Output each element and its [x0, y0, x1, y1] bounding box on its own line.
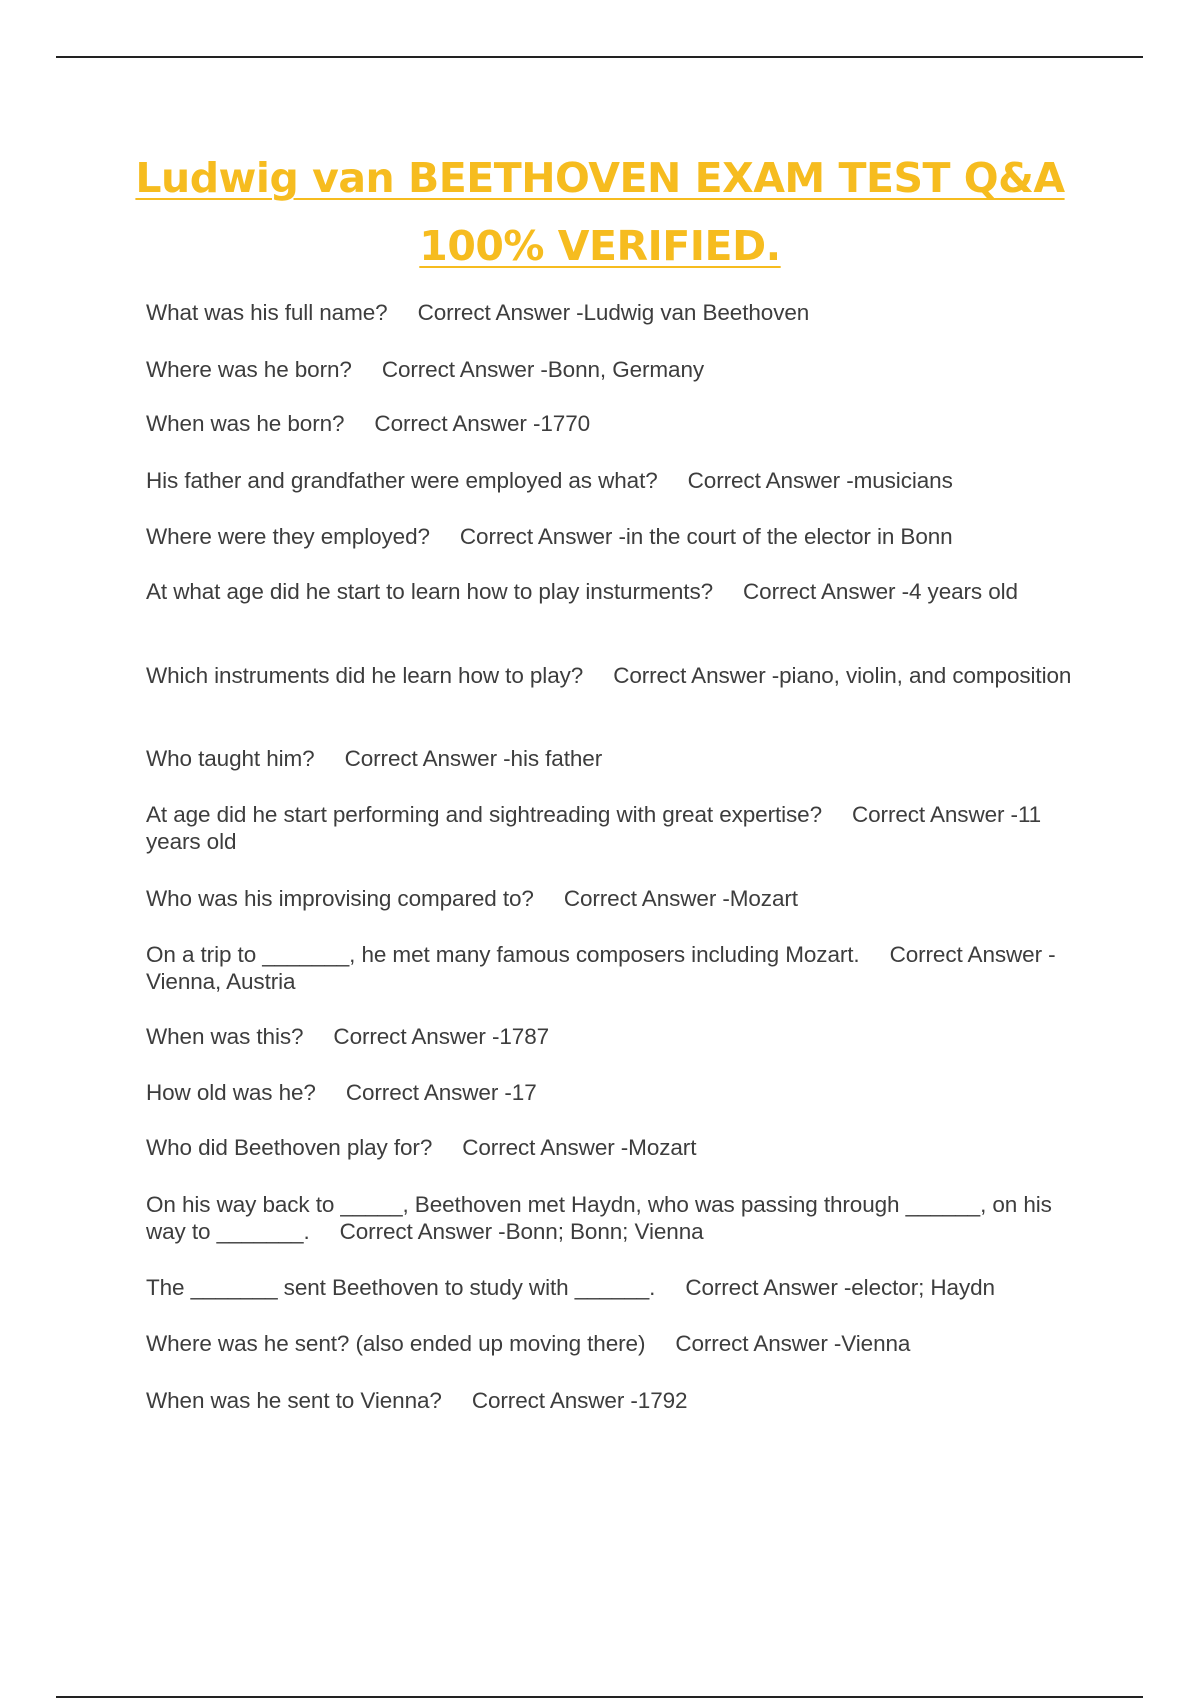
answer: Correct Answer -Bonn; Bonn; Vienna [339, 1218, 704, 1244]
answer: Correct Answer -1787 [333, 1024, 550, 1049]
title-line-1: Ludwig van BEETHOVEN EXAM TEST Q&A [135, 154, 1065, 202]
qa-item [146, 663, 1081, 690]
qa-item [146, 942, 1081, 995]
question: Which instruments did he learn how to play? [146, 663, 584, 688]
question: Where were they employed? [146, 524, 430, 549]
qa-item [146, 579, 1081, 606]
answer: Correct Answer -1770 [374, 411, 591, 436]
answer: Correct Answer -Mozart [462, 1135, 697, 1160]
question: On a trip to _______, he met many famous composers including Mozart. [146, 942, 860, 967]
question: When was he born? [146, 411, 345, 436]
question: How old was he? [146, 1080, 316, 1105]
qa-item [146, 1080, 1081, 1107]
answer: Correct Answer -in the court of the elector in Bonn [459, 524, 953, 549]
answer: Correct Answer -his father [344, 746, 603, 771]
question: Who did Beethoven play for? [146, 1135, 433, 1160]
qa-item [146, 1388, 1081, 1415]
qa-item [146, 300, 1081, 327]
qa-item [146, 1192, 1081, 1245]
question: What was his full name? [146, 300, 388, 325]
qa-item [146, 886, 1081, 913]
qa-item [146, 411, 1081, 438]
footer-rule [56, 1696, 1143, 1698]
answer: Correct Answer -Ludwig van Beethoven [417, 300, 810, 325]
qa-item [146, 746, 1081, 773]
title-line-2: 100% VERIFIED. [419, 222, 781, 270]
answer: Correct Answer -Bonn, Germany [381, 357, 705, 382]
question: On his way back to _____, Beethoven met Haydn, who was passing through ______, on his way to _______. [146, 1192, 1052, 1244]
question: Where was he born? [146, 357, 352, 382]
qa-item [146, 357, 1081, 384]
question: Who was his improvising compared to? [146, 886, 534, 911]
answer: Correct Answer -Vienna [675, 1331, 911, 1356]
question: When was this? [146, 1024, 304, 1049]
answer: Correct Answer -17 [345, 1080, 537, 1105]
answer: Correct Answer -4 years old [743, 579, 1018, 604]
answer: Correct Answer -Vienna, Austria [146, 942, 1056, 994]
answer: Correct Answer -elector; Haydn [685, 1275, 995, 1300]
question: The _______ sent Beethoven to study with ______. [146, 1275, 656, 1300]
question: Where was he sent? (also ended up moving there) [146, 1331, 646, 1356]
answer: Correct Answer -1792 [471, 1388, 688, 1413]
question: Who taught him? [146, 746, 315, 771]
question: When was he sent to Vienna? [146, 1388, 442, 1413]
qa-item [146, 1135, 1081, 1162]
answer: Correct Answer -piano, violin, and composition [613, 663, 1072, 688]
qa-item [146, 1275, 1081, 1302]
qa-item [146, 802, 1081, 855]
answer: Correct Answer -musicians [687, 468, 953, 493]
qa-item [146, 524, 1081, 551]
question: At what age did he start to learn how to play insturments? [146, 579, 714, 604]
qa-item [146, 468, 1081, 495]
answer: Correct Answer -Mozart [563, 886, 798, 911]
question: At age did he start performing and sightreading with great expertise? [146, 802, 822, 827]
qa-item [146, 1331, 1081, 1358]
question: His father and grandfather were employed as what? [146, 468, 658, 493]
qa-item [146, 1024, 1081, 1051]
answer: Correct Answer -11 years old [146, 802, 1042, 854]
